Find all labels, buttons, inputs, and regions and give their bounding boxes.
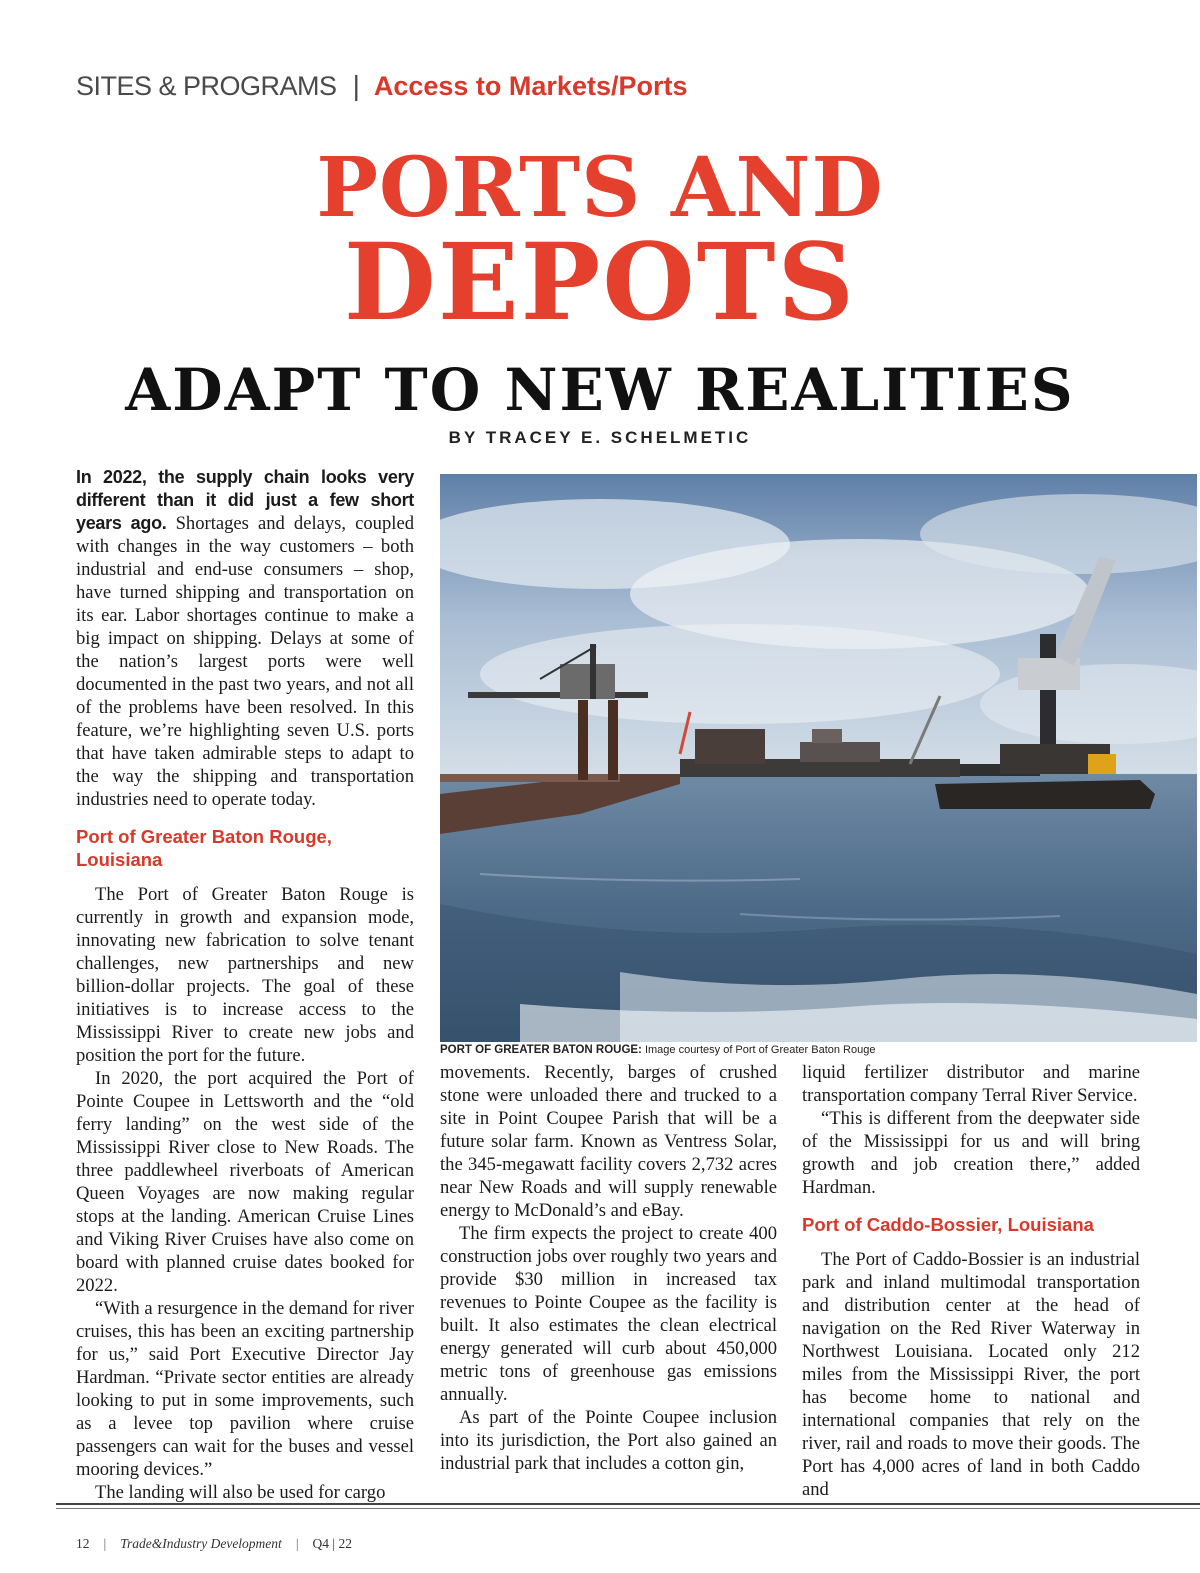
intro-lead: In 2022, the supply chain looks very different than it did just a few short years ago. (76, 467, 414, 533)
paragraph: The Port of Caddo-Bossier is an industrial park and inland multimodal transportation and distribution center at the head of navigation on the Red River Waterway in Northwest Louisiana. Located only 212 miles from the Mississippi River, the port has become home to national and international companies that rely on the river, rail and roads to move their goods. The Port has 4,000 acres of land in both Caddo and (802, 1249, 1140, 1500)
headline-line-2: DEPOTS (343, 219, 857, 344)
section-heading-baton-rouge: Port of Greater Baton Rouge, Louisiana (76, 826, 332, 870)
column-2 (440, 1061, 777, 1475)
section-label: SITES & PROGRAMS (76, 70, 337, 101)
caption-credit: Image courtesy of Port of Greater Baton Rouge (641, 1044, 876, 1056)
intro-paragraph (76, 466, 414, 811)
column-3 (802, 1061, 1140, 1501)
magazine-name: Trade&Industry Development (120, 1536, 282, 1551)
issue-label: Q4 | 22 (312, 1536, 352, 1551)
topic-label: Access to Markets/Ports (373, 70, 688, 101)
paragraph: movements. Recently, barges of crushed stone were unloaded there and trucked to a site in Point Coupee Parish that will be a future solar farm. Known as Ventress Solar, the 345-megawatt facility covers 2,732 acres near New Roads and will supply renewable energy to McDonald’s and eBay. (440, 1062, 777, 1221)
paragraph: As part of the Pointe Coupee inclusion into its jurisdiction, the Port also gained an industrial park that includes a cotton gin, (440, 1407, 777, 1474)
page-footer (76, 1536, 352, 1552)
port-photo (440, 474, 1197, 1042)
intro-text: Shortages and delays, coupled with changes in the way customers – both industrial and end-use consumers – shop, have turned shipping and transportation on its ear. Labor shortages continue to make a big impact on shipping. Delays at some of the nation’s largest ports were well documented in the past two years, and not all of the problems have been resolved. In this feature, we’re highlighting seven U.S. ports that have taken admirable steps to adapt to the way the shipping and transportation industries need to operate today. (76, 513, 414, 810)
headline-line-3: ADAPT TO NEW REALITIES (125, 356, 1075, 424)
footer-separator: | (295, 1536, 299, 1551)
paragraph: The firm expects the project to create 400 construction jobs over roughly two years and provide $30 million in increased tax revenues to Pointe Coupee as the facility is built. It also estimates the clean electrical energy generated will curb about 450,000 metric tons of greenhouse gas emissions annually. (440, 1223, 777, 1405)
photo-caption (440, 1044, 1197, 1056)
footer-rule (56, 1503, 1200, 1505)
port-photo-illustration (440, 474, 1197, 1042)
paragraph: “With a resurgence in the demand for river cruises, this has been an exciting partnership for us,” said Port Executive Director Jay Hardman. “Private sector entities are already looking to put in some improvements, such as a levee top pavilion where cruise passengers can wait for the buses and vessel mooring devices.” (76, 1298, 414, 1480)
paragraph: “This is different from the deepwater side of the Mississippi for us and will bring growth and job creation there,” added Hardman. (802, 1108, 1140, 1198)
paragraph: liquid fertilizer distributor and marine transportation company Terral River Service. (802, 1062, 1140, 1106)
headline-line-1: PORTS AND (316, 140, 884, 236)
section-heading-caddo-bossier: Port of Caddo-Bossier, Louisiana (802, 1214, 1094, 1235)
kicker-separator: | (352, 70, 360, 101)
column-1 (76, 466, 414, 1504)
byline: BY TRACEY E. SCHELMETIC (448, 428, 752, 447)
paragraph: The landing will also be used for cargo (95, 1482, 386, 1503)
section-kicker (76, 66, 687, 106)
page-number: 12 (76, 1536, 90, 1551)
caption-label: PORT OF GREATER BATON ROUGE: (440, 1044, 642, 1056)
footer-rule-thin (56, 1508, 1200, 1509)
paragraph: In 2020, the port acquired the Port of Pointe Coupee in Lettsworth and the “old ferry landing” on the west side of the Mississippi River close to New Roads. The three paddlewheel riverboats of American Queen Voyages are now making regular stops at the landing. American Cruise Lines and Viking River Cruises have also come on board with planned cruise dates booked for 2022. (76, 1068, 414, 1296)
paragraph: The Port of Greater Baton Rouge is currently in growth and expansion mode, innovating new fabrication to solve tenant challenges, new partnerships and new billion-dollar projects. The goal of these initiatives is to increase access to the Mississippi River to create new jobs and position the port for the future. (76, 884, 414, 1066)
footer-separator: | (103, 1536, 107, 1551)
